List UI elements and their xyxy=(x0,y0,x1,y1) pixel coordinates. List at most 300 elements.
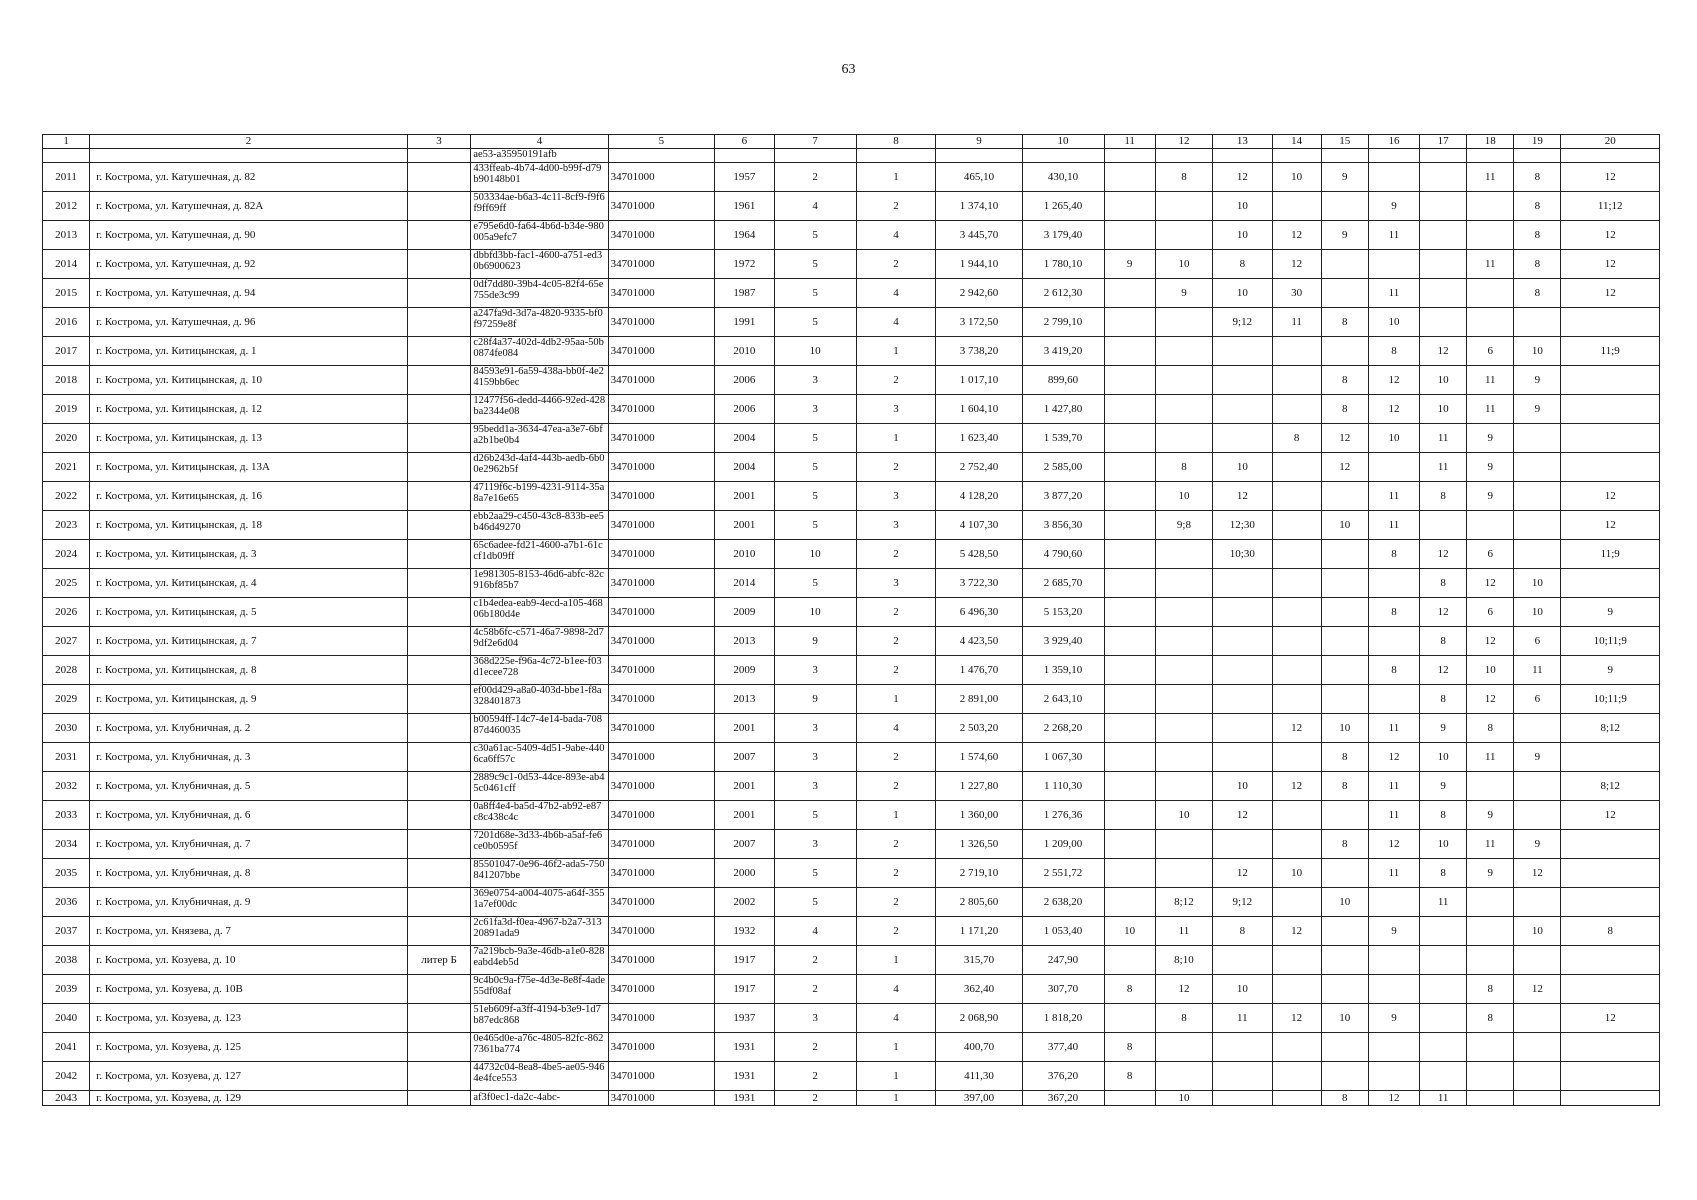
col-20: 11;12 xyxy=(1561,192,1660,221)
col-14 xyxy=(1272,888,1321,917)
floors-count: 3 xyxy=(774,714,856,743)
okato-code: 34701000 xyxy=(608,772,715,801)
building-letter xyxy=(407,1062,471,1091)
floors-count: 5 xyxy=(774,453,856,482)
col-13 xyxy=(1213,830,1272,859)
address: г. Кострома, ул. Клубничная, д. 6 xyxy=(90,801,408,830)
col-15 xyxy=(1321,801,1368,830)
table-row xyxy=(43,1004,1660,1033)
entrances-count: 4 xyxy=(856,1004,936,1033)
row-number: 2017 xyxy=(43,337,90,366)
fias-guid: 433ffeab-4b74-4d00-b99f-d79b90148b01 xyxy=(471,163,608,192)
address: г. Кострома, ул. Князева, д. 7 xyxy=(90,917,408,946)
col-16: 11 xyxy=(1368,279,1419,308)
col-19 xyxy=(1514,714,1561,743)
col-17 xyxy=(1420,1062,1467,1091)
col-12 xyxy=(1155,1062,1212,1091)
col-13: 10 xyxy=(1213,772,1272,801)
fias-guid: d26b243d-4af4-443b-aedb-6b00e2962b5f xyxy=(471,453,608,482)
building-letter xyxy=(407,1033,471,1062)
col-11 xyxy=(1104,366,1155,395)
fias-guid: c28f4a37-402d-4db2-95aa-50b0874fe084 xyxy=(471,337,608,366)
col-20 xyxy=(1561,1033,1660,1062)
row-number: 2024 xyxy=(43,540,90,569)
table-row xyxy=(43,917,1660,946)
address: г. Кострома, ул. Китицынская, д. 12 xyxy=(90,395,408,424)
fias-guid: 2c61fa3d-f0ea-4967-b2a7-31320891ada9 xyxy=(471,917,608,946)
living-area: 367,20 xyxy=(1022,1091,1104,1106)
total-area: 2 891,00 xyxy=(936,685,1022,714)
okato-code: 34701000 xyxy=(608,395,715,424)
col-17: 8 xyxy=(1420,801,1467,830)
okato-code: 34701000 xyxy=(608,1062,715,1091)
col-16: 11 xyxy=(1368,511,1419,540)
col-11 xyxy=(1104,279,1155,308)
column-header: 18 xyxy=(1467,135,1514,149)
building-letter xyxy=(407,366,471,395)
col-18: 9 xyxy=(1467,859,1514,888)
total-area: 1 476,70 xyxy=(936,656,1022,685)
col-19: 12 xyxy=(1514,975,1561,1004)
col-12 xyxy=(1155,221,1212,250)
table-row xyxy=(43,946,1660,975)
column-header: 6 xyxy=(715,135,774,149)
build-year: 1961 xyxy=(715,192,774,221)
table-row xyxy=(43,1062,1660,1091)
col-18: 9 xyxy=(1467,424,1514,453)
table-row xyxy=(43,627,1660,656)
fias-guid: 51eb609f-a3ff-4194-b3e9-1d7b87edc868 xyxy=(471,1004,608,1033)
table-row xyxy=(43,859,1660,888)
col-11 xyxy=(1104,714,1155,743)
address: г. Кострома, ул. Козуева, д. 129 xyxy=(90,1091,408,1106)
entrances-count: 2 xyxy=(856,888,936,917)
building-letter xyxy=(407,221,471,250)
col-17: 11 xyxy=(1420,424,1467,453)
table-row xyxy=(43,656,1660,685)
col-18: 11 xyxy=(1467,366,1514,395)
col-15 xyxy=(1321,859,1368,888)
entrances-count: 1 xyxy=(856,424,936,453)
building-letter xyxy=(407,743,471,772)
build-year: 2002 xyxy=(715,888,774,917)
col-12 xyxy=(1155,395,1212,424)
col-19: 12 xyxy=(1514,859,1561,888)
total-area: 315,70 xyxy=(936,946,1022,975)
address: г. Кострома, ул. Китицынская, д. 10 xyxy=(90,366,408,395)
col-19: 11 xyxy=(1514,656,1561,685)
okato-code: 34701000 xyxy=(608,337,715,366)
col-12: 8 xyxy=(1155,1004,1212,1033)
col-16: 12 xyxy=(1368,830,1419,859)
col-13: 12 xyxy=(1213,163,1272,192)
col-17 xyxy=(1420,192,1467,221)
table-row xyxy=(43,569,1660,598)
col-12 xyxy=(1155,192,1212,221)
col-15: 9 xyxy=(1321,163,1368,192)
entrances-count: 3 xyxy=(856,569,936,598)
col-20: 8;12 xyxy=(1561,772,1660,801)
col-14 xyxy=(1272,540,1321,569)
build-year: 2007 xyxy=(715,830,774,859)
fias-guid: ef00d429-a8a0-403d-bbe1-f8a328401873 xyxy=(471,685,608,714)
col-15: 8 xyxy=(1321,1091,1368,1106)
floors-count: 2 xyxy=(774,1062,856,1091)
living-area: 899,60 xyxy=(1022,366,1104,395)
living-area: 3 856,30 xyxy=(1022,511,1104,540)
floors-count: 2 xyxy=(774,946,856,975)
entrances-count: 2 xyxy=(856,453,936,482)
col-13 xyxy=(1213,1062,1272,1091)
guid-tail: ae53-a35950191afb xyxy=(471,149,608,163)
okato-code: 34701000 xyxy=(608,569,715,598)
col-16: 11 xyxy=(1368,482,1419,511)
col-19 xyxy=(1514,1091,1561,1106)
floors-count: 5 xyxy=(774,308,856,337)
address: г. Кострома, ул. Китицынская, д. 5 xyxy=(90,598,408,627)
col-11 xyxy=(1104,569,1155,598)
col-17: 12 xyxy=(1420,598,1467,627)
okato-code: 34701000 xyxy=(608,279,715,308)
col-17 xyxy=(1420,511,1467,540)
fias-guid: 7201d68e-3d33-4b6b-a5af-fe6ce0b0595f xyxy=(471,830,608,859)
living-area: 3 877,20 xyxy=(1022,482,1104,511)
col-18: 8 xyxy=(1467,1004,1514,1033)
entrances-count: 1 xyxy=(856,801,936,830)
row-number: 2042 xyxy=(43,1062,90,1091)
col-14: 10 xyxy=(1272,163,1321,192)
living-area: 2 612,30 xyxy=(1022,279,1104,308)
total-area: 4 128,20 xyxy=(936,482,1022,511)
col-13 xyxy=(1213,1091,1272,1106)
col-14 xyxy=(1272,598,1321,627)
col-14: 12 xyxy=(1272,250,1321,279)
col-13 xyxy=(1213,714,1272,743)
col-12 xyxy=(1155,830,1212,859)
col-15 xyxy=(1321,337,1368,366)
row-number: 2014 xyxy=(43,250,90,279)
col-14 xyxy=(1272,830,1321,859)
col-12 xyxy=(1155,714,1212,743)
col-13: 9;12 xyxy=(1213,308,1272,337)
living-area: 1 053,40 xyxy=(1022,917,1104,946)
total-area: 397,00 xyxy=(936,1091,1022,1106)
col-17 xyxy=(1420,917,1467,946)
table-row xyxy=(43,511,1660,540)
col-17: 8 xyxy=(1420,627,1467,656)
col-13 xyxy=(1213,627,1272,656)
table-row xyxy=(43,308,1660,337)
col-20: 12 xyxy=(1561,250,1660,279)
table-row xyxy=(43,221,1660,250)
col-18 xyxy=(1467,888,1514,917)
col-16 xyxy=(1368,250,1419,279)
col-11 xyxy=(1104,830,1155,859)
address: г. Кострома, ул. Китицынская, д. 18 xyxy=(90,511,408,540)
fias-guid: 0df7dd80-39b4-4c05-82f4-65e755de3c99 xyxy=(471,279,608,308)
build-year: 2010 xyxy=(715,540,774,569)
okato-code: 34701000 xyxy=(608,366,715,395)
entrances-count: 2 xyxy=(856,598,936,627)
col-13: 12;30 xyxy=(1213,511,1272,540)
entrances-count: 1 xyxy=(856,1062,936,1091)
col-14 xyxy=(1272,511,1321,540)
col-16: 11 xyxy=(1368,714,1419,743)
col-20: 12 xyxy=(1561,279,1660,308)
col-19: 10 xyxy=(1514,337,1561,366)
col-20: 12 xyxy=(1561,1004,1660,1033)
floors-count: 10 xyxy=(774,337,856,366)
col-18: 11 xyxy=(1467,163,1514,192)
col-20 xyxy=(1561,888,1660,917)
fias-guid: c30a61ac-5409-4d51-9abe-4406ca6ff57c xyxy=(471,743,608,772)
total-area: 3 172,50 xyxy=(936,308,1022,337)
total-area: 1 623,40 xyxy=(936,424,1022,453)
col-12: 8 xyxy=(1155,453,1212,482)
entrances-count: 2 xyxy=(856,366,936,395)
floors-count: 3 xyxy=(774,366,856,395)
column-header: 2 xyxy=(90,135,408,149)
col-12 xyxy=(1155,569,1212,598)
living-area: 2 643,10 xyxy=(1022,685,1104,714)
col-17 xyxy=(1420,308,1467,337)
fias-guid: 1e981305-8153-46d6-abfc-82c916bf85b7 xyxy=(471,569,608,598)
build-year: 2006 xyxy=(715,395,774,424)
floors-count: 3 xyxy=(774,830,856,859)
living-area: 2 585,00 xyxy=(1022,453,1104,482)
column-header: 9 xyxy=(936,135,1022,149)
fias-guid: 85501047-0e96-46f2-ada5-750841207bbe xyxy=(471,859,608,888)
col-13: 12 xyxy=(1213,482,1272,511)
fias-guid: 503334ae-b6a3-4c11-8cf9-f9f6f9ff69ff xyxy=(471,192,608,221)
col-18: 11 xyxy=(1467,743,1514,772)
building-letter: литер Б xyxy=(407,946,471,975)
col-19: 8 xyxy=(1514,250,1561,279)
col-16 xyxy=(1368,453,1419,482)
col-19: 6 xyxy=(1514,685,1561,714)
fias-guid: 0a8ff4e4-ba5d-47b2-ab92-e87c8c438c4c xyxy=(471,801,608,830)
col-13 xyxy=(1213,395,1272,424)
col-18: 9 xyxy=(1467,801,1514,830)
table-row xyxy=(43,1091,1660,1106)
living-area: 1 276,36 xyxy=(1022,801,1104,830)
living-area: 1 110,30 xyxy=(1022,772,1104,801)
address: г. Кострома, ул. Катушечная, д. 96 xyxy=(90,308,408,337)
okato-code: 34701000 xyxy=(608,917,715,946)
col-19: 9 xyxy=(1514,830,1561,859)
build-year: 1972 xyxy=(715,250,774,279)
column-header: 5 xyxy=(608,135,715,149)
col-17 xyxy=(1420,946,1467,975)
build-year: 1931 xyxy=(715,1091,774,1106)
col-14 xyxy=(1272,685,1321,714)
entrances-count: 1 xyxy=(856,163,936,192)
building-letter xyxy=(407,337,471,366)
total-area: 400,70 xyxy=(936,1033,1022,1062)
entrances-count: 4 xyxy=(856,975,936,1004)
col-15: 10 xyxy=(1321,1004,1368,1033)
table-row xyxy=(43,714,1660,743)
table-row xyxy=(43,685,1660,714)
col-13: 10 xyxy=(1213,975,1272,1004)
okato-code: 34701000 xyxy=(608,482,715,511)
col-16: 12 xyxy=(1368,1091,1419,1106)
col-20: 8;12 xyxy=(1561,714,1660,743)
fias-guid: af3f0ec1-da2c-4abc- xyxy=(471,1091,608,1106)
fias-guid: 12477f56-dedd-4466-92ed-428ba2344e08 xyxy=(471,395,608,424)
living-area: 430,10 xyxy=(1022,163,1104,192)
col-18: 11 xyxy=(1467,395,1514,424)
living-area: 1 067,30 xyxy=(1022,743,1104,772)
col-15: 8 xyxy=(1321,395,1368,424)
floors-count: 5 xyxy=(774,424,856,453)
col-19 xyxy=(1514,511,1561,540)
entrances-count: 2 xyxy=(856,917,936,946)
col-15 xyxy=(1321,598,1368,627)
col-16: 11 xyxy=(1368,801,1419,830)
col-14: 12 xyxy=(1272,772,1321,801)
col-20 xyxy=(1561,1091,1660,1106)
okato-code: 34701000 xyxy=(608,801,715,830)
col-15 xyxy=(1321,482,1368,511)
col-19 xyxy=(1514,308,1561,337)
col-14: 12 xyxy=(1272,1004,1321,1033)
okato-code: 34701000 xyxy=(608,540,715,569)
col-12: 12 xyxy=(1155,975,1212,1004)
col-14 xyxy=(1272,1033,1321,1062)
building-letter xyxy=(407,598,471,627)
col-12 xyxy=(1155,656,1212,685)
row-number: 2040 xyxy=(43,1004,90,1033)
col-20: 11;9 xyxy=(1561,540,1660,569)
col-12: 8;10 xyxy=(1155,946,1212,975)
total-area: 1 604,10 xyxy=(936,395,1022,424)
okato-code: 34701000 xyxy=(608,1091,715,1106)
col-15: 8 xyxy=(1321,830,1368,859)
col-16: 9 xyxy=(1368,1004,1419,1033)
fias-guid: 47119f6c-b199-4231-9114-35a8a7e16e65 xyxy=(471,482,608,511)
okato-code: 34701000 xyxy=(608,221,715,250)
okato-code: 34701000 xyxy=(608,685,715,714)
floors-count: 10 xyxy=(774,598,856,627)
building-letter xyxy=(407,308,471,337)
floors-count: 2 xyxy=(774,1033,856,1062)
row-number: 2034 xyxy=(43,830,90,859)
living-area: 1 209,00 xyxy=(1022,830,1104,859)
address: г. Кострома, ул. Козуева, д. 127 xyxy=(90,1062,408,1091)
col-15 xyxy=(1321,250,1368,279)
build-year: 2006 xyxy=(715,366,774,395)
col-16 xyxy=(1368,975,1419,1004)
building-letter xyxy=(407,1004,471,1033)
address: г. Кострома, ул. Китицынская, д. 7 xyxy=(90,627,408,656)
total-area: 6 496,30 xyxy=(936,598,1022,627)
build-year: 1932 xyxy=(715,917,774,946)
col-16 xyxy=(1368,888,1419,917)
col-20: 10;11;9 xyxy=(1561,627,1660,656)
table-row xyxy=(43,801,1660,830)
col-20: 12 xyxy=(1561,163,1660,192)
col-17: 11 xyxy=(1420,1091,1467,1106)
row-number: 2043 xyxy=(43,1091,90,1106)
col-12 xyxy=(1155,308,1212,337)
col-16 xyxy=(1368,163,1419,192)
total-area: 3 738,20 xyxy=(936,337,1022,366)
fias-guid: 44732c04-8ea8-4be5-ae05-9464e4fce553 xyxy=(471,1062,608,1091)
col-20: 12 xyxy=(1561,801,1660,830)
table-row xyxy=(43,482,1660,511)
living-area: 1 780,10 xyxy=(1022,250,1104,279)
building-letter xyxy=(407,540,471,569)
column-header: 16 xyxy=(1368,135,1419,149)
okato-code: 34701000 xyxy=(608,946,715,975)
floors-count: 5 xyxy=(774,221,856,250)
col-19 xyxy=(1514,540,1561,569)
col-11 xyxy=(1104,163,1155,192)
row-number: 2023 xyxy=(43,511,90,540)
col-15 xyxy=(1321,685,1368,714)
total-area: 2 719,10 xyxy=(936,859,1022,888)
col-18: 8 xyxy=(1467,714,1514,743)
col-14 xyxy=(1272,453,1321,482)
col-19: 8 xyxy=(1514,163,1561,192)
row-number: 2041 xyxy=(43,1033,90,1062)
col-12: 9 xyxy=(1155,279,1212,308)
row-number: 2022 xyxy=(43,482,90,511)
table-row xyxy=(43,888,1660,917)
col-13: 12 xyxy=(1213,801,1272,830)
col-11 xyxy=(1104,482,1155,511)
entrances-count: 2 xyxy=(856,656,936,685)
row-number: 2026 xyxy=(43,598,90,627)
col-12 xyxy=(1155,337,1212,366)
building-letter xyxy=(407,772,471,801)
column-header: 13 xyxy=(1213,135,1272,149)
col-13: 8 xyxy=(1213,917,1272,946)
col-18: 6 xyxy=(1467,337,1514,366)
living-area: 3 179,40 xyxy=(1022,221,1104,250)
col-20 xyxy=(1561,975,1660,1004)
floors-count: 5 xyxy=(774,511,856,540)
column-header: 20 xyxy=(1561,135,1660,149)
row-number: 2038 xyxy=(43,946,90,975)
col-11: 10 xyxy=(1104,917,1155,946)
col-17 xyxy=(1420,1033,1467,1062)
address: г. Кострома, ул. Клубничная, д. 8 xyxy=(90,859,408,888)
floors-count: 3 xyxy=(774,772,856,801)
table-row xyxy=(43,743,1660,772)
row-number: 2013 xyxy=(43,221,90,250)
col-13: 11 xyxy=(1213,1004,1272,1033)
building-letter xyxy=(407,1091,471,1106)
col-19: 10 xyxy=(1514,917,1561,946)
floors-count: 5 xyxy=(774,250,856,279)
col-11 xyxy=(1104,308,1155,337)
address: г. Кострома, ул. Китицынская, д. 8 xyxy=(90,656,408,685)
col-11: 8 xyxy=(1104,1062,1155,1091)
build-year: 2013 xyxy=(715,627,774,656)
col-17: 12 xyxy=(1420,337,1467,366)
building-letter xyxy=(407,801,471,830)
living-area: 4 790,60 xyxy=(1022,540,1104,569)
column-header: 4 xyxy=(471,135,608,149)
address: г. Кострома, ул. Китицынская, д. 13А xyxy=(90,453,408,482)
build-year: 2007 xyxy=(715,743,774,772)
living-area: 1 359,10 xyxy=(1022,656,1104,685)
col-19 xyxy=(1514,453,1561,482)
col-15: 9 xyxy=(1321,221,1368,250)
okato-code: 34701000 xyxy=(608,308,715,337)
